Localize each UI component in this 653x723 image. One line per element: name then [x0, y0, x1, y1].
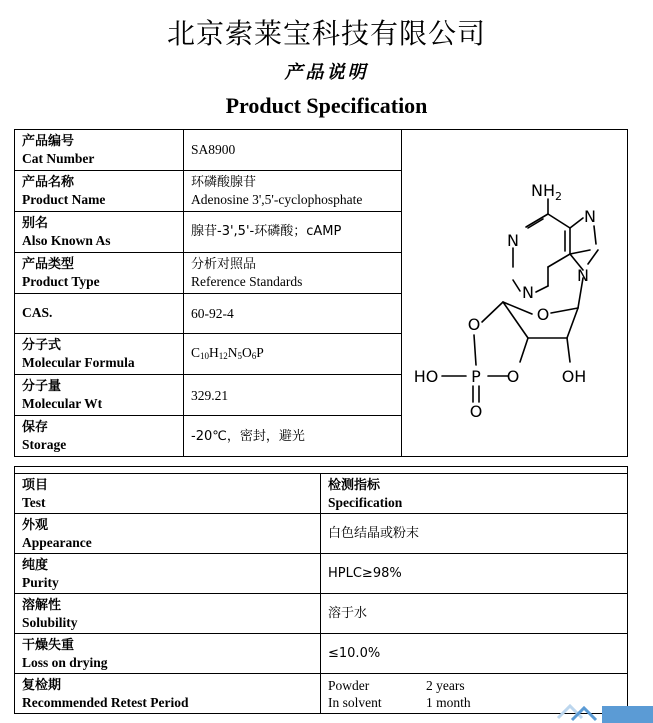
retest-row — [15, 674, 628, 714]
test-value: ≤10.0% — [328, 645, 381, 661]
test-header-row — [15, 474, 628, 514]
info-label-en: Cat Number — [22, 150, 95, 166]
test-value: 白色结晶或粉末 — [328, 525, 420, 541]
info-label-zh: 别名 — [22, 215, 49, 231]
bond — [588, 250, 598, 264]
formula-element: N — [227, 344, 238, 360]
test-label-en: Loss on drying — [22, 654, 108, 670]
info-value: 329.21 — [191, 387, 229, 403]
subtitle-zh: 产品说明 — [284, 62, 369, 83]
document-title: Product Specification — [225, 93, 428, 118]
formula-element: O — [242, 344, 252, 360]
nitrogen-n1: N — [507, 231, 519, 250]
bond — [536, 286, 548, 292]
info-value: Adenosine 3',5'-cyclophosphate — [191, 191, 363, 207]
info-label-zh: 保存 — [22, 420, 49, 436]
retest-form: In solvent — [328, 694, 382, 710]
table-separator — [15, 467, 628, 474]
formula-subscript: 5 — [237, 350, 243, 361]
info-label-en: Storage — [22, 437, 67, 453]
info-label-zh: 分子量 — [22, 379, 62, 395]
ho-label: HO — [413, 367, 439, 386]
bond — [526, 214, 548, 227]
test-label-en: Appearance — [22, 534, 92, 550]
retest-period: 1 month — [426, 694, 471, 710]
retest-period: 2 years — [426, 677, 465, 693]
info-value: -20℃，密封，避光 — [191, 428, 305, 444]
phosphoryl-oxygen: O — [469, 402, 483, 421]
info-label-en: Product Type — [22, 273, 100, 289]
bond — [594, 226, 596, 244]
test-value: 溶于水 — [328, 605, 368, 621]
info-value: SA8900 — [191, 142, 236, 158]
bond — [520, 338, 528, 362]
nh2-label: NH — [531, 181, 555, 200]
bond — [528, 219, 543, 228]
retest-label-zh: 复检期 — [22, 677, 62, 693]
corner-logo-icon — [556, 692, 653, 723]
test-label-zh: 外观 — [22, 517, 49, 533]
oxygen-3: O — [506, 367, 520, 386]
test-label-zh: 溶解性 — [22, 597, 62, 613]
test-value: HPLC≥98% — [328, 565, 402, 581]
bond — [570, 250, 590, 254]
bond — [474, 335, 476, 365]
test-row — [15, 554, 628, 594]
test-header-en: Test — [22, 494, 46, 510]
retest-form: Powder — [328, 677, 370, 693]
info-label-zh: 产品名称 — [22, 174, 75, 190]
logo-block — [602, 706, 653, 723]
formula-element: C — [191, 344, 201, 360]
spec-header-en: Specification — [328, 494, 403, 510]
oh-label: OH — [561, 367, 587, 386]
info-value: 腺苷-3',5'-环磷酸；cAMP — [191, 224, 342, 240]
bond — [567, 338, 570, 362]
info-label-en: Molecular Wt — [22, 396, 103, 412]
test-label-zh: 纯度 — [22, 557, 49, 573]
bond — [482, 302, 503, 322]
retest-label-en: Recommended Retest Period — [22, 694, 189, 710]
oxygen-5: O — [467, 315, 481, 334]
camp-structure — [402, 130, 628, 456]
product-info-table — [14, 129, 628, 457]
formula-subscript: 12 — [218, 350, 228, 361]
test-label-en: Solubility — [22, 614, 78, 630]
info-value: 60-92-4 — [191, 305, 234, 321]
bond — [548, 214, 570, 228]
info-row — [15, 130, 628, 171]
test-specification-table — [14, 466, 628, 714]
test-row — [15, 514, 628, 554]
info-label-zh: 产品类型 — [22, 256, 75, 272]
test-header-zh: 项目 — [22, 477, 49, 493]
test-row — [15, 634, 628, 674]
ring-oxygen: O — [536, 305, 550, 324]
structure-cell — [402, 130, 628, 457]
info-label-zh: 产品编号 — [22, 133, 75, 149]
nitrogen-n9: N — [577, 266, 589, 285]
formula-subscript: 10 — [200, 350, 210, 361]
bond — [513, 280, 520, 291]
info-label-en: Product Name — [22, 191, 106, 207]
bond — [551, 308, 578, 313]
nh2-subscript: 2 — [555, 190, 562, 203]
company-name: 北京索莱宝科技有限公司 — [166, 17, 486, 50]
formula-element: P — [256, 344, 264, 360]
molecular-formula — [191, 344, 401, 365]
info-value: 分析对照品 — [191, 256, 257, 272]
info-label-en: Molecular Formula — [22, 355, 135, 371]
info-value: 环磷酸腺苷 — [191, 174, 257, 190]
bond — [567, 308, 578, 338]
test-row — [15, 594, 628, 634]
formula-element: H — [209, 344, 219, 360]
info-label-en: Also Known As — [22, 232, 111, 248]
test-label-en: Purity — [22, 574, 59, 590]
test-label-zh: 干燥失重 — [22, 637, 75, 653]
phosphorus: P — [471, 367, 481, 386]
formula-subscript: 6 — [251, 350, 257, 361]
bond — [570, 218, 583, 228]
bond — [548, 254, 570, 267]
info-value: Reference Standards — [191, 273, 303, 289]
nitrogen-n3: N — [522, 283, 534, 302]
nitrogen-n7: N — [584, 207, 596, 226]
spec-header-zh: 检测指标 — [328, 477, 381, 493]
info-label-zh: 分子式 — [22, 338, 62, 354]
info-label-en: CAS. — [22, 305, 53, 321]
